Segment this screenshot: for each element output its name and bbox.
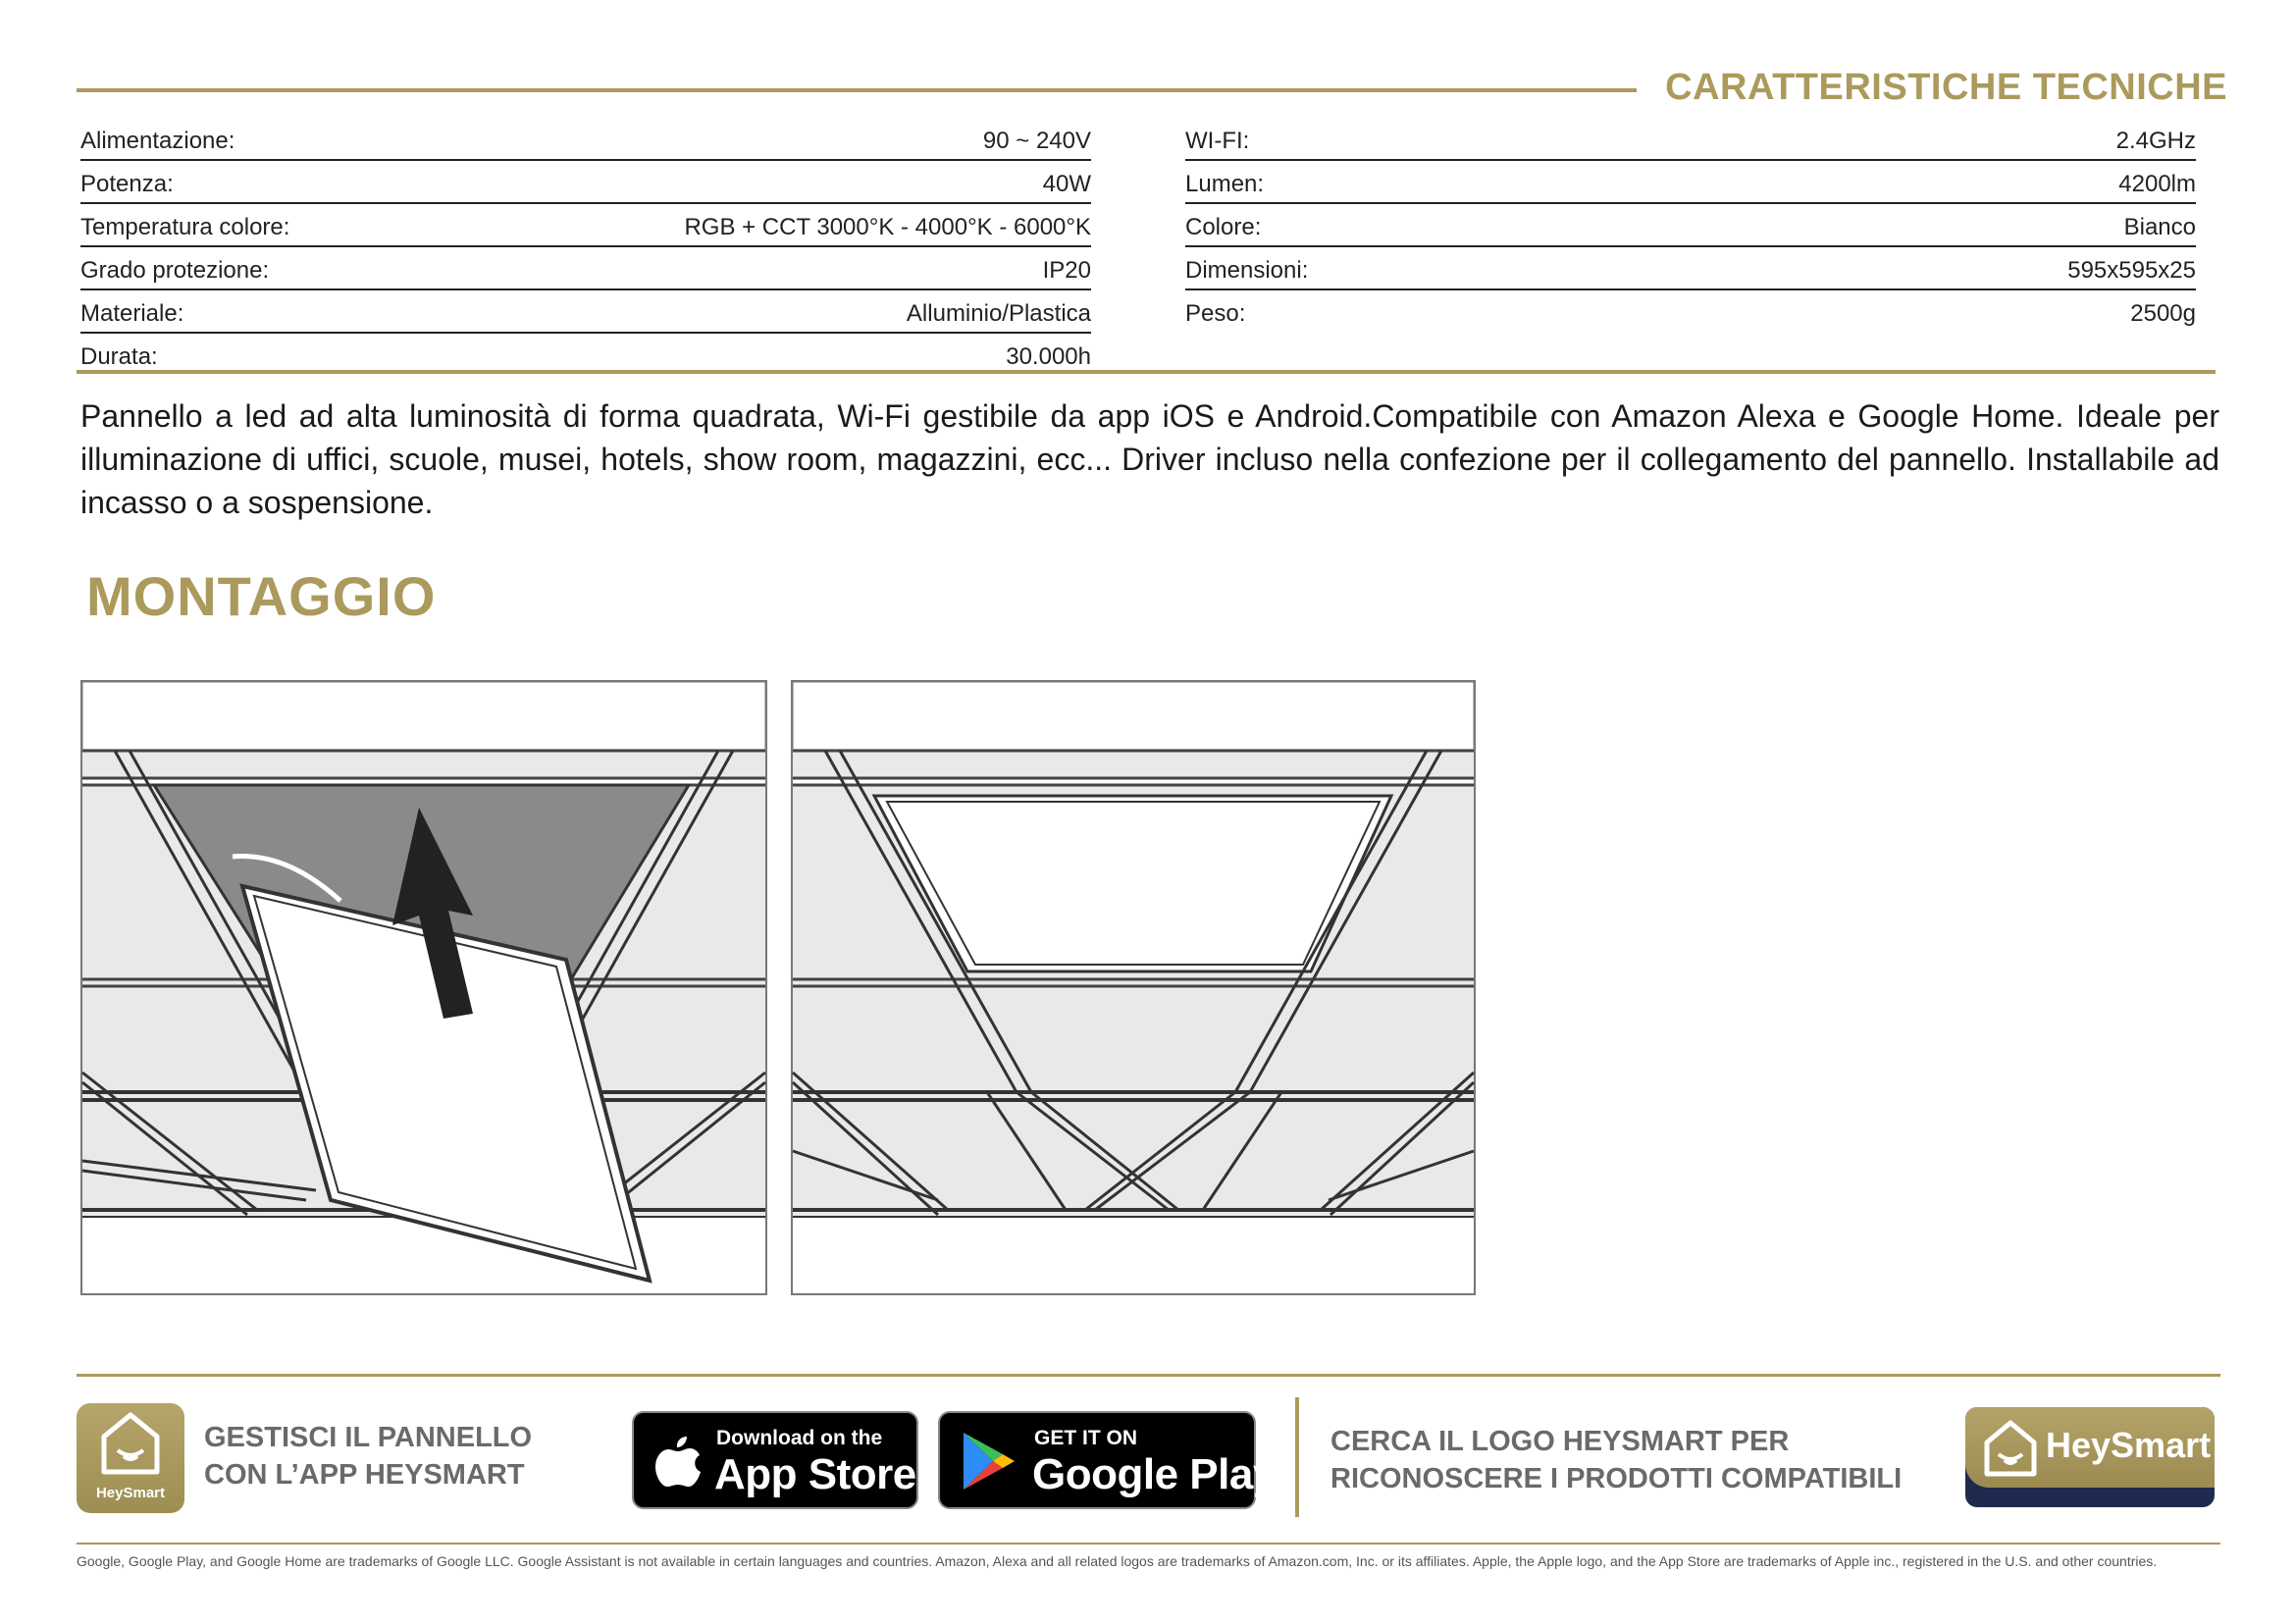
app-store-button[interactable] <box>632 1411 918 1509</box>
spec-row <box>1185 247 2196 290</box>
legal-disclaimer: Google, Google Play, and Google Home are trademarks of Google LLC. Google Assistant is not available in certain languages and countries. Amazon, Alexa and all related logos are trademarks of Amazon.com, Inc. or its affiliates. Apple, the Apple logo, and the App Store are trademarks of Apple inc., registered in the U.S. and other countries. <box>77 1553 2158 1569</box>
spec-value: 595x595x25 <box>2067 257 2196 284</box>
find-line-2: RICONOSCERE I PRODOTTI COMPATIBILI <box>1330 1463 1903 1494</box>
spec-value: Alluminio/Plastica <box>906 300 1091 327</box>
spec-label: Grado protezione: <box>80 257 270 284</box>
specs-table-right <box>1185 118 2196 334</box>
badge-brand-name: HeySmart <box>2046 1425 2212 1465</box>
spec-row <box>80 247 1091 290</box>
manage-line-2: CON L’APP HEYSMART <box>204 1459 525 1491</box>
spec-label: Peso: <box>1185 300 1246 327</box>
home-icon <box>77 1403 184 1482</box>
footer-divider <box>1295 1397 1299 1517</box>
google-play-icon <box>960 1431 1017 1492</box>
spec-row <box>80 118 1091 161</box>
mounting-illustration-insert <box>80 680 767 1295</box>
spec-value: RGB + CCT 3000°K - 4000°K - 6000°K <box>684 214 1091 240</box>
app-icon-label: HeySmart <box>95 1485 166 1501</box>
app-store-big-label: App Store <box>714 1450 916 1498</box>
spec-value: 30.000h <box>1006 343 1091 370</box>
footer-rule <box>77 1374 2220 1377</box>
mounting-illustration-installed <box>791 680 1476 1295</box>
heysmart-badge-logo <box>1965 1407 2215 1507</box>
spec-label: Durata: <box>80 343 158 370</box>
manage-line-1: GESTISCI IL PANNELLO <box>204 1422 533 1453</box>
footer-bottom-rule <box>77 1543 2220 1545</box>
spec-label: Potenza: <box>80 171 174 197</box>
find-logo-text <box>1330 1423 1902 1497</box>
spec-row <box>1185 118 2196 161</box>
spec-label: Colore: <box>1185 214 1262 240</box>
spec-value: 90 ~ 240V <box>982 128 1091 154</box>
spec-label: WI-FI: <box>1185 128 1250 154</box>
heysmart-app-icon <box>77 1403 184 1513</box>
spec-value: 4200lm <box>2118 171 2196 197</box>
specs-table-left <box>80 118 1091 377</box>
spec-value: IP20 <box>1042 257 1091 284</box>
spec-row <box>80 204 1091 247</box>
spec-label: Materiale: <box>80 300 184 327</box>
spec-value: 2.4GHz <box>2115 128 2196 154</box>
spec-row <box>1185 290 2196 334</box>
header-rule <box>77 88 1637 92</box>
spec-label: Temperatura colore: <box>80 214 290 240</box>
section-title-montaggio: MONTAGGIO <box>86 565 437 627</box>
product-description: Pannello a led ad alta luminosità di forma quadrata, Wi-Fi gestibile da app iOS e Android.Compatibile con Amazon Alexa e Google Home. Ideale per illuminazione di uffici, scuole, musei, hotels, show room, magazzini, ecc... Driver incluso nella confezione per il collegamento del pannello. Installabile ad incasso o a sospensione. <box>80 398 2219 520</box>
spec-row <box>80 290 1091 334</box>
spec-value: Bianco <box>2123 214 2196 240</box>
spec-row <box>1185 204 2196 247</box>
google-play-button[interactable] <box>938 1411 1277 1509</box>
app-store-small-label: Download on the <box>716 1427 883 1449</box>
spec-row <box>1185 161 2196 204</box>
spec-label: Dimensioni: <box>1185 257 1309 284</box>
page-title: CARATTERISTICHE TECNICHE <box>1665 67 2227 108</box>
home-icon <box>1979 1417 2042 1480</box>
spec-value: 40W <box>1042 171 1091 197</box>
spec-value: 2500g <box>2130 300 2196 327</box>
section-rule <box>77 370 2216 374</box>
apple-icon <box>653 1433 703 1490</box>
google-play-small-label: GET IT ON <box>1034 1427 1137 1449</box>
spec-label: Alimentazione: <box>80 128 235 154</box>
find-line-1: CERCA IL LOGO HEYSMART PER <box>1330 1426 1790 1457</box>
manage-app-text <box>204 1419 532 1493</box>
spec-row <box>80 161 1091 204</box>
spec-label: Lumen: <box>1185 171 1265 197</box>
google-play-big-label: Google Play <box>1032 1450 1277 1498</box>
